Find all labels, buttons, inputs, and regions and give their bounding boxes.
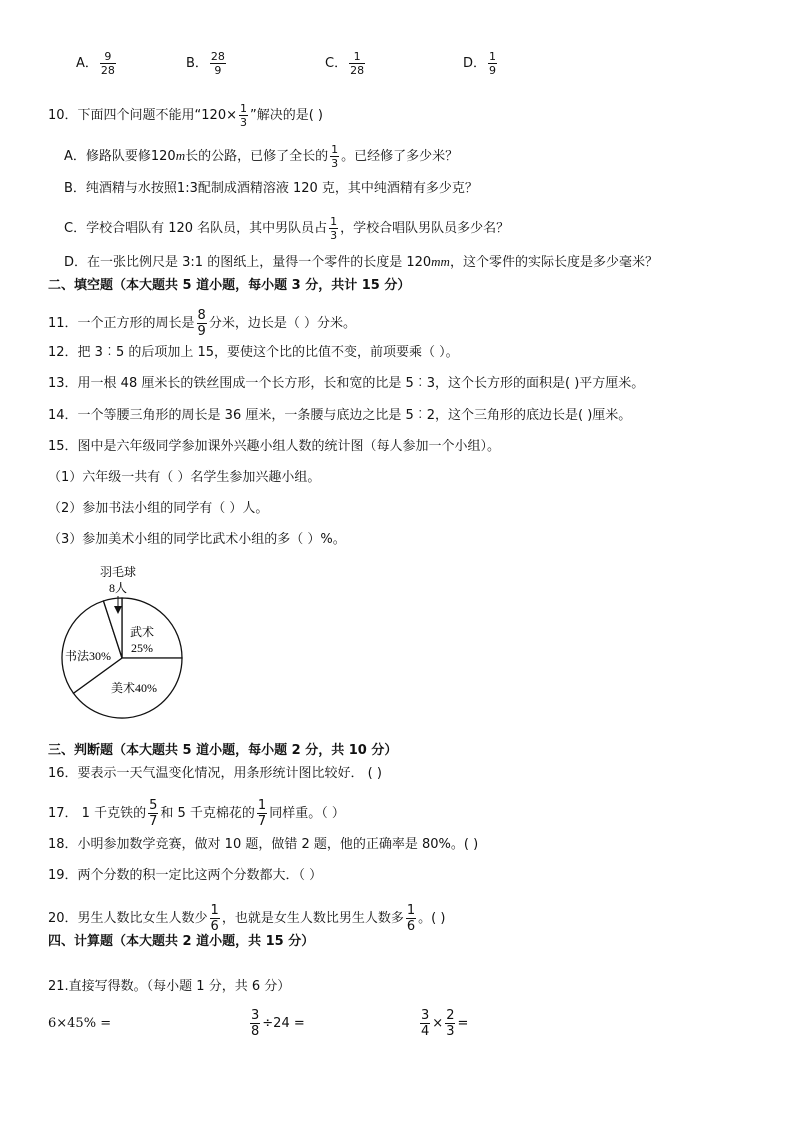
q13: 13．用一根 48 厘米长的铁丝围成一个长方形，长和宽的比是 5︰3，这个长方形的面积是( )平方厘米。 — [48, 376, 645, 391]
q21: 21.直接写得数。（每小题 1 分，共 6 分） — [48, 979, 291, 994]
badminton-name-label: 羽毛球 — [99, 565, 137, 579]
fraction: $\frac{1}{7}$ — [257, 798, 267, 829]
fraction: $\frac{3}{4}$ — [421, 1008, 430, 1039]
fraction: $\frac{1}{6}$ — [210, 903, 219, 934]
fraction: $\frac{3}{8}$ — [251, 1008, 260, 1039]
q15-part-1: （1）六年级一共有（ ）名学生参加兴趣小组。 — [48, 470, 321, 485]
q12: 12．把 3︰5 的后项加上 15，要使这个比的比值不变，前项要乘（ ）。 — [48, 345, 459, 360]
calligraphy-label: 书法30% — [65, 649, 111, 663]
interest-group-pie-chart — [40, 560, 200, 740]
fraction: $\frac{1}{3}$ — [331, 143, 339, 170]
calc-2: $\frac{3}{8}$ ÷24 = — [251, 1008, 305, 1039]
q14: 14．一个等腰三角形的周长是 36 厘米，一条腰与底边之比是 5︰2，这个三角形的底边长是( )厘米。 — [48, 408, 632, 423]
wushu-name-label: 武术 — [129, 625, 155, 639]
q15-part-2: （2）参加书法小组的同学有（ ）人。 — [48, 501, 269, 516]
fraction: $\frac{8}{9}$ — [197, 308, 206, 339]
q9-option-c: C． $\frac{1}{28}$ — [325, 50, 365, 77]
q20: 20．男生人数比女生人数少 $\frac{1}{6}$ ，也就是女生人数比男生人数多 $\frac{1}{6}$ 。( ) — [48, 903, 446, 934]
q19: 19．两个分数的积一定比这两个分数都大．（ ） — [48, 868, 323, 883]
fraction: $\frac{9}{28}$ — [100, 50, 115, 77]
q10-option-d: D．在一张比例尺是 3:1 的图纸上，量得一个零件的长度是 120mm，这个零件的实际长度是多少毫米？ — [64, 254, 658, 270]
q18: 18．小明参加数学竞赛，做对 10 题，做错 2 题，他的正确率是 80%。( ) — [48, 837, 479, 852]
wushu-pct-label: 25% — [131, 641, 153, 655]
q10-option-a: A．修路队要修120m长的公路，已修了全长的 $\frac{1}{3}$ 。已经修了多少米？ — [64, 143, 459, 170]
fraction: $\frac{1}{9}$ — [489, 50, 497, 77]
q9-option-b: B． $\frac{28}{9}$ — [186, 50, 225, 77]
q10-option-b: B．纯酒精与水按照1:3配制成酒精溶液 120 克，其中纯酒精有多少克？ — [64, 181, 478, 196]
q9-option-d: D． $\frac{1}{9}$ — [463, 50, 497, 77]
badminton-count-label: 8人 — [108, 581, 128, 595]
fraction: $\frac{28}{9}$ — [210, 50, 225, 77]
q10-stem: 10．下面四个问题不能用“120× $\frac{1}{3}$ ”解决的是( ) — [48, 102, 323, 129]
q10-option-c: C．学校合唱队有 120 名队员，其中男队员占 $\frac{1}{3}$ ，学校合唱队男队员多少名？ — [64, 215, 510, 242]
calc-3: $\frac{3}{4}$ × $\frac{2}{3}$ = — [421, 1008, 469, 1039]
fraction: $\frac{1}{3}$ — [330, 215, 338, 242]
q11: 11．一个正方形的周长是 $\frac{8}{9}$ 分米，边长是（ ）分米。 — [48, 308, 356, 339]
q9-option-a: A． $\frac{9}{28}$ — [76, 50, 115, 77]
fraction: $\frac{1}{3}$ — [239, 102, 247, 129]
fraction: $\frac{2}{3}$ — [446, 1008, 455, 1039]
section-2-heading: 二、填空题（本大题共 5 道小题，每小题 3 分，共计 15 分） — [48, 278, 411, 293]
q17: 17． 1 千克铁的 $\frac{5}{7}$ 和 5 千克棉花的 $\frac{1}{7}$ 同样重。（ ） — [48, 798, 345, 829]
fraction: $\frac{1}{6}$ — [406, 903, 416, 934]
fraction: $\frac{1}{28}$ — [350, 50, 365, 77]
q16: 16．要表示一天气温变化情况，用条形统计图比较好． ( ) — [48, 766, 382, 781]
q15-part-3: （3）参加美术小组的同学比武术小组的多（ ）%。 — [48, 532, 346, 547]
section-4-heading: 四、计算题（本大题共 2 道小题，共 15 分） — [48, 934, 315, 949]
q15: 15．图中是六年级同学参加课外兴趣小组人数的统计图（每人参加一个小组）。 — [48, 439, 501, 454]
section-3-heading: 三、判断题（本大题共 5 道小题，每小题 2 分，共 10 分） — [48, 743, 398, 758]
fraction: $\frac{5}{7}$ — [149, 798, 158, 829]
calc-1: 6×45% = — [48, 1016, 112, 1031]
art-label: 美术40% — [111, 681, 157, 695]
